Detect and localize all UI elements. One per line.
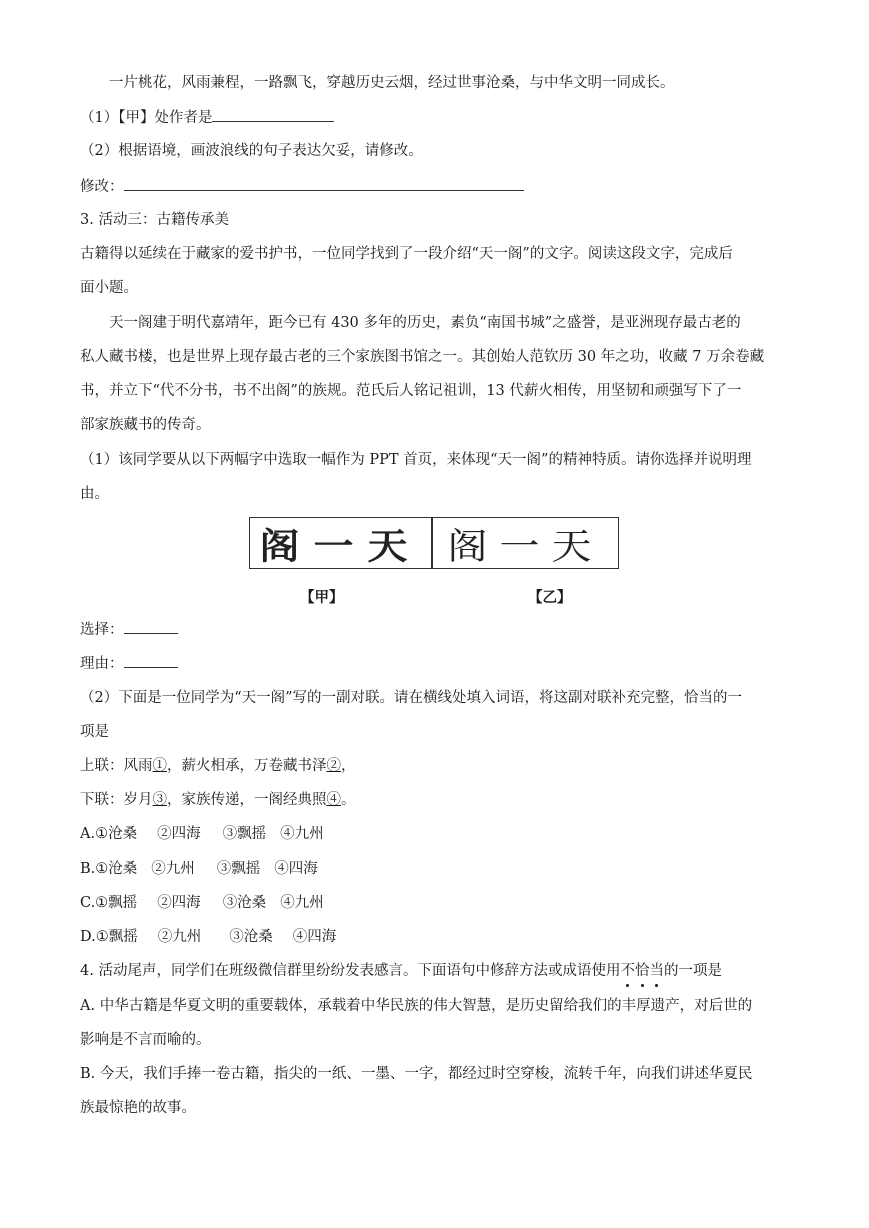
option-d[interactable] [80, 927, 336, 947]
calligraphy-yi [432, 517, 619, 569]
question-1-label: （1）【甲】处作者是 [80, 110, 213, 126]
couplet-lower [80, 790, 356, 810]
calligraphy-jia-text: 阁一天 [259, 524, 422, 567]
intro-text-a: 古籍得以延续在于藏家的爱书护书，一位同学找到了一段介绍“天一阁”的文字。阅读这段文字，完成后 [80, 246, 733, 262]
couplet-lower-mid: ，家族传递，一阁经典照 [167, 792, 327, 808]
intro-line: 一片桃花，风雨兼程，一路飘飞，穿越历史云烟，经过世事沧桑，与中华文明一同成长。 [109, 75, 675, 91]
couplet-upper-mid: ，薪火相承，万卷藏书泽 [167, 758, 327, 774]
fix-label: 修改： [80, 179, 124, 195]
choose-line [80, 619, 178, 640]
option-a-4: ④九州 [280, 826, 324, 842]
answer-blank[interactable] [212, 107, 334, 122]
blank-marker-1: ① [152, 758, 167, 774]
question-1 [80, 107, 334, 128]
sub-question-1a: （1）该同学要从以下两幅字中选取一幅作为 PPT 首页，来体现“天一阁”的精神特质。请你选择并说明理 [80, 452, 752, 468]
option-b[interactable] [80, 859, 318, 879]
emphasis-char-3: 当 [649, 963, 664, 979]
option-b-1: B.①沧桑 [80, 861, 138, 877]
fix-blank[interactable] [124, 176, 524, 191]
choose-blank[interactable] [124, 619, 178, 634]
option-d-3: ③沧桑 [229, 929, 273, 945]
sub-question-2a: （2）下面是一位同学为“天一阁”写的一副对联。请在横线处填入词语，将这副对联补充完整，恰当的一 [80, 690, 743, 706]
option-b-4: ④四海 [274, 861, 318, 877]
question-2: （2）根据语境，画波浪线的句子表达欠妥，请修改。 [80, 143, 423, 159]
couplet-upper-start: 上联：风雨 [80, 758, 153, 774]
caption-yi: 【乙】 [528, 589, 572, 606]
intro-text-b: 面小题。 [80, 280, 138, 296]
passage-line-1: 天一阁建于明代嘉靖年，距今已有 430 多年的历史，素负“南国书城”之盛誉，是亚洲现存最古老的 [109, 315, 741, 331]
passage-line-2: 私人藏书楼，也是世界上现存最古老的三个家族图书馆之一。其创始人范钦历 30 年之功，收藏 7 万余卷藏 [80, 349, 765, 365]
caption-jia: 【甲】 [300, 589, 344, 606]
fix-line [80, 176, 524, 197]
couplet-upper-end: ， [341, 758, 356, 774]
emphasis-char-1: 不 [620, 963, 635, 979]
option-a-2: ②四海 [157, 826, 201, 842]
choice-b-line-1: B. 今天，我们手捧一卷古籍，指尖的一纸、一墨、一字，都经过时空穿梭，流转千年，向我们讲述华夏民 [80, 1066, 753, 1082]
choose-label: 选择： [80, 622, 124, 638]
option-c-4: ④九州 [280, 895, 324, 911]
choice-a-line-1: A. 中华古籍是华夏文明的重要载体，承载着中华民族的伟大智慧，是历史留给我们的丰厚遗产，对后世的 [80, 998, 753, 1014]
couplet-upper [80, 756, 356, 776]
activity-3-heading: 3. 活动三：古籍传承美 [80, 212, 229, 228]
calligraphy-yi-text: 阁一天 [447, 525, 604, 567]
emphasis-char-2: 恰 [634, 963, 650, 979]
option-b-3: ③飘摇 [216, 861, 261, 877]
option-c-2: ②四海 [157, 895, 201, 911]
option-d-4: ④四海 [292, 929, 337, 945]
couplet-lower-end: 。 [341, 792, 356, 808]
couplet-lower-start: 下联：岁月 [80, 792, 153, 808]
blank-marker-2: ② [326, 758, 341, 774]
question-4 [80, 961, 722, 981]
reason-line [80, 653, 178, 674]
choice-b-line-2: 族最惊艳的故事。 [80, 1100, 196, 1116]
option-d-2: ②九州 [157, 929, 202, 945]
choice-a-line-2: 影响是不言而喻的。 [80, 1032, 211, 1048]
question-4-start: 4. 活动尾声，同学们在班级微信群里纷纷发表感言。下面语句中修辞方法或成语使用 [80, 963, 621, 979]
reason-blank[interactable] [124, 653, 178, 668]
question-4-end: 的一项是 [663, 963, 722, 979]
option-a-1: A.①沧桑 [80, 826, 138, 842]
sub-question-2b: 项是 [80, 724, 109, 740]
blank-marker-4: ④ [326, 792, 341, 808]
blank-marker-3: ③ [152, 792, 167, 808]
reason-label: 理由： [80, 656, 124, 672]
option-a-3: ③飘摇 [222, 826, 267, 842]
option-c-3: ③沧桑 [222, 895, 267, 911]
option-a[interactable] [80, 824, 324, 844]
option-c[interactable] [80, 893, 324, 913]
option-c-1: C.①飘摇 [80, 895, 138, 911]
sub-question-1b: 由。 [80, 486, 109, 502]
calligraphy-jia [249, 517, 432, 569]
option-d-1: D.①飘摇 [80, 929, 138, 945]
passage-line-4: 部家族藏书的传奇。 [80, 417, 211, 433]
option-b-2: ②九州 [151, 861, 195, 877]
passage-line-3: 书，并立下“代不分书，书不出阁”的族规。范氏后人铭记祖训，13 代薪火相传，用坚韧和顽强写下了一 [80, 383, 742, 399]
